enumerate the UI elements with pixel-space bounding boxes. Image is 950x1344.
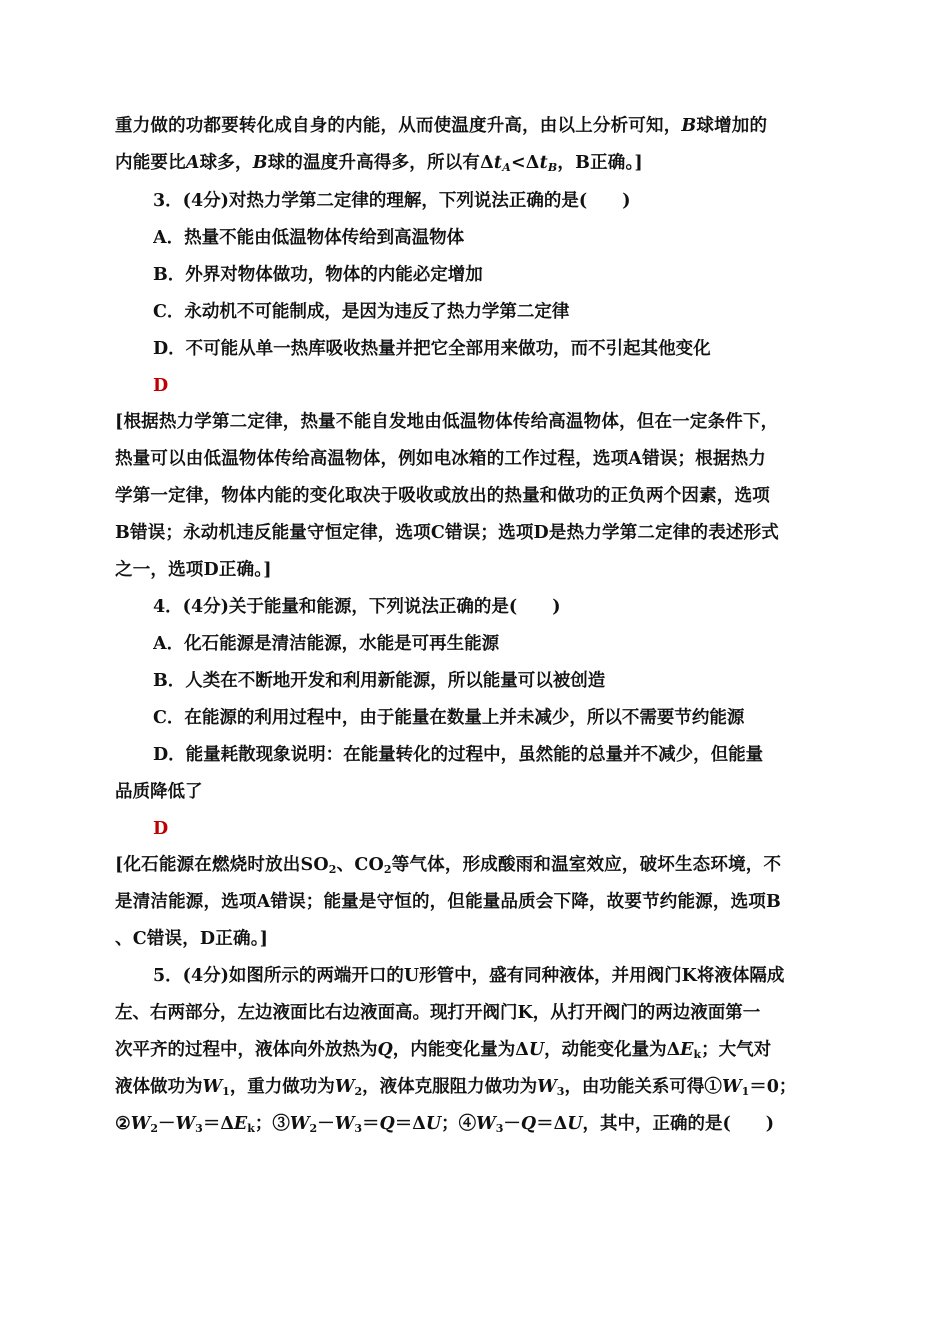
q4-option-b: B．人类在不断地开发和利用新能源，所以能量可以被创造 bbox=[153, 671, 606, 691]
q3-answer: D bbox=[153, 376, 169, 396]
q3-option-c: C．永动机不可能制成，是因为违反了热力学第二定律 bbox=[153, 302, 570, 322]
q4-answer: D bbox=[153, 819, 169, 839]
q3-explanation-line-2: 热量可以由低温物体传给高温物体，例如电冰箱的工作过程，选项A错误；根据热力 bbox=[115, 449, 766, 469]
q3-explanation-line-3: 学第一定律，物体内能的变化取决于吸收或放出的热量和做功的正负两个因素，选项 bbox=[115, 486, 770, 506]
q4-option-d-line-2: 品质降低了 bbox=[115, 782, 203, 802]
q4-explanation-line-3: 、C错误，D正确。] bbox=[115, 929, 269, 949]
prev-explanation-line-1: 重力做的功都要转化成自身的内能，从而使温度升高，由以上分析可知，B球增加的 bbox=[115, 116, 768, 136]
q3-option-b: B．外界对物体做功，物体的内能必定增加 bbox=[153, 265, 483, 285]
q4-option-a: A．化石能源是清洁能源，水能是可再生能源 bbox=[153, 634, 500, 654]
q4-option-d-line-1: D．能量耗散现象说明：在能量转化的过程中，虽然能的总量并不减少，但能量 bbox=[153, 745, 764, 765]
prev-explanation-line-2: 内能要比A球多，B球的温度升高得多，所以有$\Delta t_A<\Delta t_B$，B正确。] bbox=[115, 153, 643, 174]
q5-stem-line-4: 液体做功为$W_1$，重力做功为$W_2$，液体克服阻力做功为$W_3$，由功能关系可得$①W_1=0$； bbox=[115, 1077, 797, 1098]
q3-option-d: D．不可能从单一热库吸收热量并把它全部用来做功，而不引起其他变化 bbox=[153, 339, 711, 359]
q3-explanation-line-4: B错误；永动机违反能量守恒定律，选项C错误；选项D是热力学第二定律的表述形式 bbox=[115, 523, 779, 543]
q3-option-a: A．热量不能由低温物体传给到高温物体 bbox=[153, 228, 465, 248]
q4-stem: 4．(4分)关于能量和能源，下列说法正确的是( ) bbox=[153, 597, 561, 617]
q4-explanation-line-1: [化石能源在燃烧时放出$SO_2$、$CO_2$等气体，形成酸雨和温室效应，破坏生态环境，不 bbox=[115, 855, 782, 876]
q3-stem: 3．(4分)对热力学第二定律的理解，下列说法正确的是( ) bbox=[153, 191, 631, 211]
q3-explanation-line-1: [根据热力学第二定律，热量不能自发地由低温物体传给高温物体，但在一定条件下， bbox=[115, 412, 779, 432]
q3-explanation-line-5: 之一，选项D正确。] bbox=[115, 560, 272, 580]
q4-option-c: C．在能源的利用过程中，由于能量在数量上并未减少，所以不需要节约能源 bbox=[153, 708, 745, 728]
q4-explanation-line-2: 是清洁能源，选项A错误；能量是守恒的，但能量品质会下降，故要节约能源，选项B bbox=[115, 892, 781, 912]
q5-stem-line-1: 5．(4分)如图所示的两端开口的U形管中，盛有同种液体，并用阀门K将液体隔成 bbox=[153, 966, 785, 986]
q5-stem-line-5: $②W_2-W_3=\Delta E_k$；$③W_2-W_3=Q=\Delta U$；$④W_3-Q=\Delta U$，其中，正确的是( ) bbox=[115, 1114, 775, 1135]
q5-stem-line-3: 次平齐的过程中，液体向外放热为Q，内能变化量为ΔU，动能变化量为$\Delta E_k$；大气对 bbox=[115, 1040, 772, 1061]
q5-stem-line-2: 左、右两部分，左边液面比右边液面高。现打开阀门K，从打开阀门的两边液面第一 bbox=[115, 1003, 761, 1023]
